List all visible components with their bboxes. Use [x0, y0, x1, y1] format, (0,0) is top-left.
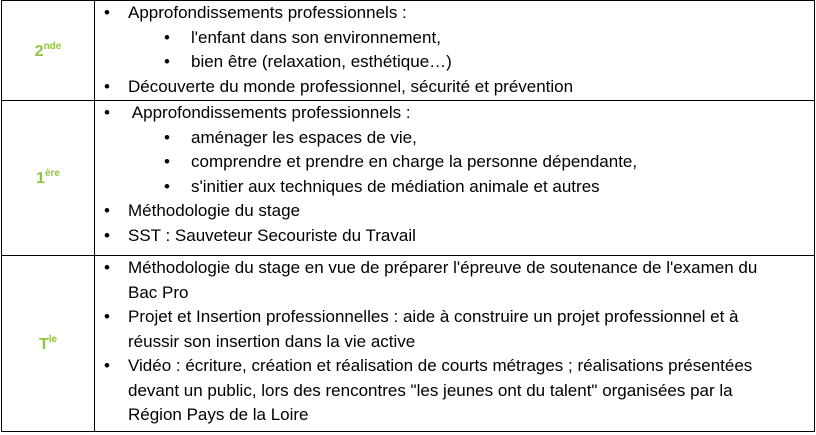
level-sup: nde — [43, 40, 62, 52]
item-text: Méthodologie du stage en vue de préparer l'épreuve de soutenance de l'examen du Bac Pro — [128, 258, 758, 302]
list-item — [95, 224, 814, 249]
item-text: SST : Sauveteur Secouriste du Travail — [128, 225, 416, 245]
content-cell — [95, 256, 815, 432]
item-text: Découverte du monde professionnel, sécurité et prévention — [128, 76, 574, 96]
level-sup: ère — [44, 168, 60, 179]
sub-list-item: • l'enfant dans son environnement, — [128, 26, 814, 51]
sub-list-item: • s'initier aux techniques de médiation animale et autres — [128, 175, 814, 200]
level-cell — [2, 1, 95, 101]
item-text: Vidéo : écriture, création et réalisation de courts métrages ; réalisations présentées devant un public, lors des rencontres "les jeunes ont du talent" organisées par la Région Pays de la Loire — [128, 356, 753, 424]
bullet-list — [95, 256, 785, 428]
sub-list-item: • aménager les espaces de vie, — [128, 126, 814, 151]
content-cell — [95, 101, 815, 256]
sub-list-item: • comprendre et prendre en charge la personne dépendante, — [128, 150, 814, 175]
list-item — [95, 75, 814, 100]
list-item — [95, 1, 814, 75]
level-cell — [2, 101, 95, 256]
bullet-list — [95, 101, 814, 248]
item-text: Méthodologie du stage — [128, 201, 301, 220]
table-row-terminale — [2, 256, 815, 432]
level-base: 1 — [36, 170, 45, 187]
list-item — [95, 199, 814, 224]
list-item — [95, 101, 814, 199]
item-text: Approfondissements professionnels : — [128, 3, 407, 22]
content-cell — [95, 1, 815, 101]
bullet-list — [95, 1, 814, 99]
level-base: 2 — [34, 42, 44, 60]
level-base: T — [38, 335, 49, 353]
item-text: Approfondissements professionnels : — [128, 103, 411, 122]
level-cell — [2, 256, 95, 432]
sub-list-item: • bien être (relaxation, esthétique…) — [128, 50, 814, 75]
sub-bullet-list — [128, 26, 814, 75]
list-item — [95, 354, 785, 428]
curriculum-table — [1, 0, 815, 432]
item-text: Projet et Insertion professionnelles : aide à construire un projet professionnel et à réussir son insertion dans la vie active — [128, 307, 739, 351]
sub-bullet-list — [128, 126, 814, 200]
table-row-seconde — [2, 1, 815, 101]
table-row-premiere — [2, 101, 815, 256]
list-item — [95, 305, 785, 354]
list-item — [95, 256, 785, 305]
level-sup: le — [48, 333, 58, 345]
